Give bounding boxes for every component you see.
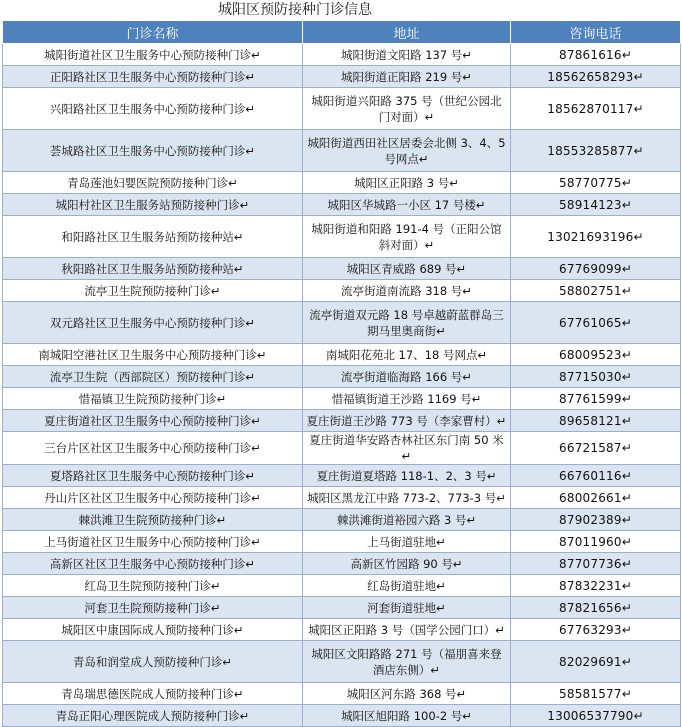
clinic-name-cell: 夏庄街道社区卫生服务中心预防接种门诊↵ <box>3 410 303 432</box>
phone-cell: 87761599↵ <box>511 388 681 410</box>
address-cell: 高新区竹园路 90 号↵ <box>303 553 511 575</box>
table-body <box>3 44 681 727</box>
table-row <box>3 388 681 410</box>
clinic-name-cell: 流亭卫生院预防接种门诊↵ <box>3 280 303 302</box>
table-row <box>3 619 681 641</box>
phone-cell: 67763293↵ <box>511 619 681 641</box>
clinic-name-cell: 城阳区中康国际成人预防接种门诊↵ <box>3 619 303 641</box>
address-cell: 城阳区正阳路 3 号↵ <box>303 172 511 194</box>
header-address: 地址 <box>303 21 511 44</box>
table-row <box>3 344 681 366</box>
table-row <box>3 553 681 575</box>
phone-cell: 87707736↵ <box>511 553 681 575</box>
clinic-name-cell: 兴阳路社区卫生服务中心预防接种门诊↵ <box>3 88 303 130</box>
phone-cell: 13021693196↵ <box>511 216 681 258</box>
address-cell: 城阳区河东路 368 号↵ <box>303 683 511 705</box>
clinic-name-cell: 河套卫生院预防接种门诊↵ <box>3 597 303 619</box>
clinic-name-cell: 高新区社区卫生服务中心预防接种门诊↵ <box>3 553 303 575</box>
table-row <box>3 575 681 597</box>
clinic-name-cell: 惜福镇卫生院预防接种门诊↵ <box>3 388 303 410</box>
address-cell: 流亭街道双元路 18 号卓越蔚蓝群岛三期马里奥商街↵ <box>303 302 511 344</box>
phone-cell: 66760116↵ <box>511 465 681 487</box>
table-row <box>3 432 681 465</box>
address-cell: 城阳区华城路一小区 17 号楼↵ <box>303 194 511 216</box>
address-cell: 城阳街道文阳路 137 号↵ <box>303 44 511 66</box>
clinic-table <box>2 20 681 727</box>
phone-cell: 66721587↵ <box>511 432 681 465</box>
table-row <box>3 130 681 172</box>
table-row <box>3 509 681 531</box>
table-row <box>3 683 681 705</box>
table-row <box>3 410 681 432</box>
table-row <box>3 705 681 727</box>
header-phone: 咨询电话 <box>511 21 681 44</box>
address-cell: 城阳区青威路 689 号↵ <box>303 258 511 280</box>
table-header <box>3 21 681 44</box>
address-cell: 夏庄街道王沙路 773 号（李家曹村）↵ <box>303 410 511 432</box>
table-row <box>3 487 681 509</box>
clinic-name-cell: 秋阳路社区卫生服务站预防接种站↵ <box>3 258 303 280</box>
phone-cell: 58802751↵ <box>511 280 681 302</box>
address-cell: 城阳区黑龙江中路 773-2、773-3 号↵ <box>303 487 511 509</box>
clinic-name-cell: 上马街道社区卫生服务中心预防接种门诊↵ <box>3 531 303 553</box>
address-cell: 夏庄街道华安路杏林社区东门南 50 米↵ <box>303 432 511 465</box>
phone-cell: 58914123↵ <box>511 194 681 216</box>
table-row <box>3 366 681 388</box>
table-row <box>3 88 681 130</box>
table-row <box>3 531 681 553</box>
clinic-name-cell: 流亭卫生院（西部院区）预防接种门诊↵ <box>3 366 303 388</box>
table-row <box>3 66 681 88</box>
phone-cell: 87902389↵ <box>511 509 681 531</box>
clinic-name-cell: 和阳路社区卫生服务站预防接种站↵ <box>3 216 303 258</box>
address-cell: 城阳区文阳路路 271 号（福朋喜来登酒店东侧）↵ <box>303 641 511 683</box>
table-row <box>3 302 681 344</box>
clinic-name-cell: 红岛卫生院预防接种门诊↵ <box>3 575 303 597</box>
table-row <box>3 465 681 487</box>
clinic-name-cell: 城阳村社区卫生服务站预防接种门诊↵ <box>3 194 303 216</box>
table-row <box>3 597 681 619</box>
phone-cell: 18562870117↵ <box>511 88 681 130</box>
header-row <box>3 21 681 44</box>
table-row <box>3 194 681 216</box>
clinic-name-cell: 丹山片区社区卫生服务中心预防接种门诊↵ <box>3 487 303 509</box>
table-row <box>3 172 681 194</box>
clinic-name-cell: 青岛莲池妇婴医院预防接种门诊↵ <box>3 172 303 194</box>
address-cell: 南城阳花苑北 17、18 号网点↵ <box>303 344 511 366</box>
clinic-name-cell: 荟城路社区卫生服务中心预防接种门诊↵ <box>3 130 303 172</box>
phone-cell: 58770775↵ <box>511 172 681 194</box>
clinic-name-cell: 棘洪滩卫生院预防接种门诊↵ <box>3 509 303 531</box>
phone-cell: 87821656↵ <box>511 597 681 619</box>
phone-cell: 68009523↵ <box>511 344 681 366</box>
header-clinic-name: 门诊名称 <box>3 21 303 44</box>
address-cell: 棘洪滩街道裕园六路 3 号↵ <box>303 509 511 531</box>
table-row <box>3 641 681 683</box>
address-cell: 城阳街道兴阳路 375 号（世纪公园北门对面）↵ <box>303 88 511 130</box>
phone-cell: 87011960↵ <box>511 531 681 553</box>
clinic-name-cell: 城阳街道社区卫生服务中心预防接种门诊↵ <box>3 44 303 66</box>
phone-cell: 13006537790↵ <box>511 705 681 727</box>
phone-cell: 18562658293↵ <box>511 66 681 88</box>
address-cell: 红岛街道驻地↵ <box>303 575 511 597</box>
address-cell: 城阳街道西田社区居委会北侧 3、4、5 号网点↵ <box>303 130 511 172</box>
phone-cell: 68002661↵ <box>511 487 681 509</box>
phone-cell: 87715030↵ <box>511 366 681 388</box>
phone-cell: 82029691↵ <box>511 641 681 683</box>
address-cell: 城阳区正阳路 3 号（国学公园门口）↵ <box>303 619 511 641</box>
clinic-name-cell: 青岛瑞思德医院成人预防接种门诊↵ <box>3 683 303 705</box>
address-cell: 城阳区旭阳路 100-2 号↵ <box>303 705 511 727</box>
table-row <box>3 258 681 280</box>
clinic-name-cell: 青岛正阳心理医院成人预防接种门诊↵ <box>3 705 303 727</box>
clinic-name-cell: 夏塔路社区卫生服务中心预防接种门诊↵ <box>3 465 303 487</box>
clinic-name-cell: 南城阳空港社区卫生服务中心预防接种门诊↵ <box>3 344 303 366</box>
phone-cell: 67769099↵ <box>511 258 681 280</box>
clinic-name-cell: 正阳路社区卫生服务中心预防接种门诊↵ <box>3 66 303 88</box>
phone-cell: 89658121↵ <box>511 410 681 432</box>
address-cell: 上马街道驻地↵ <box>303 531 511 553</box>
address-cell: 城阳街道正阳路 219 号↵ <box>303 66 511 88</box>
clinic-name-cell: 三台片区社区卫生服务中心预防接种门诊↵ <box>3 432 303 465</box>
page-title: 城阳区预防接种门诊信息 <box>218 2 372 18</box>
address-cell: 夏庄街道夏塔路 118-1、2、3 号↵ <box>303 465 511 487</box>
address-cell: 流亭街道临海路 166 号↵ <box>303 366 511 388</box>
address-cell: 城阳街道和阳路 191-4 号（正阳公馆斜对面）↵ <box>303 216 511 258</box>
phone-cell: 87832231↵ <box>511 575 681 597</box>
phone-cell: 18553285877↵ <box>511 130 681 172</box>
clinic-name-cell: 青岛和润堂成人预防接种门诊↵ <box>3 641 303 683</box>
table-row <box>3 44 681 66</box>
phone-cell: 67761065↵ <box>511 302 681 344</box>
table-row <box>3 280 681 302</box>
phone-cell: 58581577↵ <box>511 683 681 705</box>
address-cell: 惜福镇街道王沙路 1169 号↵ <box>303 388 511 410</box>
table-row <box>3 216 681 258</box>
address-cell: 河套街道驻地↵ <box>303 597 511 619</box>
clinic-name-cell: 双元路社区卫生服务中心预防接种门诊↵ <box>3 302 303 344</box>
address-cell: 流亭街道南流路 318 号↵ <box>303 280 511 302</box>
phone-cell: 87861616↵ <box>511 44 681 66</box>
